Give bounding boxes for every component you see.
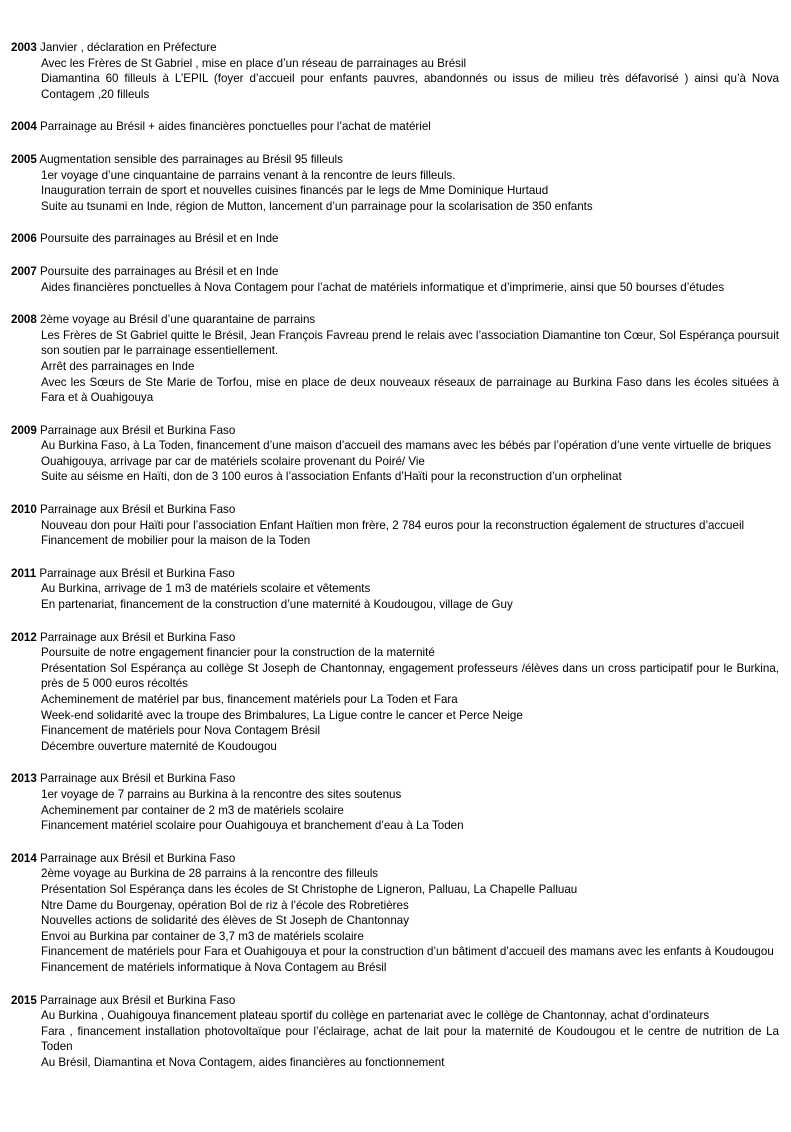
detail-line: Présentation Sol Espérança au collège St Joseph de Chantonnay, engagement professeurs /élèves dans un cross participatif pour le Burkina, près de 5 000 euros récoltés (41, 661, 779, 691)
entry-heading (11, 231, 779, 247)
detail-line: En partenariat, financement de la construction d’une maternité à Koudougou, village de Guy (41, 598, 513, 612)
entry-heading (11, 851, 779, 867)
entry-details (11, 56, 779, 103)
detail-line: Nouvelles actions de solidarité des élèves de St Joseph de Chantonnay (41, 914, 410, 928)
entry-summary: Parrainage aux Brésil et Burkina Faso (36, 630, 236, 644)
year-entry (11, 231, 779, 247)
entry-heading (11, 423, 779, 439)
detail-line: Au Brésil, Diamantina et Nova Contagem, aides financières au fonctionnement (41, 1055, 445, 1069)
detail-line: Financement de mobilier pour la maison de la Toden (41, 534, 311, 548)
entry-year: 2004 (11, 120, 37, 134)
detail-line: Fara , financement installation photovoltaïque pour l’éclairage, achat de lait pour la maternité de Koudougou et le centre de nutrition de La Toden (41, 1024, 779, 1054)
entry-details (11, 1008, 779, 1070)
entry-heading (11, 152, 779, 168)
detail-line: Avec les Frères de St Gabriel , mise en place d’un réseau de parrainages au Brésil (41, 56, 467, 70)
detail-line: 2ème voyage au Burkina de 28 parrains à la rencontre des filleuls (41, 867, 379, 881)
year-entry (11, 851, 779, 976)
entry-heading (11, 771, 779, 787)
detail-line: Suite au tsunami en Inde, région de Mutton, lancement d’un parrainage pour la scolarisation de 350 enfants (41, 199, 593, 213)
detail-line: Suite au séisme en Haïti, don de 3 100 euros à l’association Enfants d’Haïti pour la reconstruction d’un orphelinat (41, 470, 622, 484)
entry-year: 2009 (11, 423, 37, 437)
year-entry (11, 423, 779, 485)
entry-summary: Parrainage aux Brésil et Burkina Faso (36, 503, 236, 517)
entry-summary: Augmentation sensible des parrainages au Brésil 95 filleuls (36, 152, 343, 166)
entry-summary: Parrainage aux Brésil et Burkina Faso (36, 993, 236, 1007)
detail-line: Présentation Sol Espérança dans les écoles de St Christophe de Ligneron, Palluau, La Chapelle Palluau (41, 882, 578, 896)
year-entry (11, 566, 779, 613)
detail-line: Avec les Sœurs de Ste Marie de Torfou, mise en place de deux nouveaux réseaux de parrainage au Burkina Faso dans les écoles situées à Fara et à Ouahigouya (41, 375, 779, 405)
detail-line: Acheminement de matériel par bus, financement matériels pour La Toden et Fara (41, 693, 458, 706)
detail-line: Acheminement par container de 2 m3 de matériels scolaire (41, 803, 344, 817)
entry-details (11, 328, 779, 406)
detail-line: Au Burkina Faso, à La Toden, financement d’une maison d’accueil des mamans avec les bébés par l’opération d’une vente virtuelle de briques (41, 439, 771, 453)
entry-year: 2005 (11, 152, 37, 166)
entry-details (11, 866, 779, 975)
detail-line: Diamantina 60 filleuls à L’EPIL (foyer d’accueil pour enfants pauvres, abandonnés ou issus de milieu très défavorisé ) ainsi qu’à Nova Contagem ,20 filleuls (41, 72, 779, 101)
detail-line: 1er voyage de 7 parrains au Burkina à la rencontre des sites soutenus (41, 787, 402, 801)
entry-heading (11, 502, 779, 518)
entry-heading (11, 264, 779, 280)
year-entry (11, 40, 779, 102)
year-entry (11, 312, 779, 406)
detail-line: Au Burkina, arrivage de 1 m3 de matériels scolaire et vêtements (41, 582, 371, 596)
entry-year: 2014 (11, 851, 37, 865)
detail-line: Poursuite de notre engagement financier pour la construction de la maternité (41, 646, 435, 660)
detail-line: Les Frères de St Gabriel quitte le Brésil, Jean François Favreau prend le relais avec l’association Diamantine ton Cœur, Sol Espérança poursuit son soutien par le parrainage essentiellement. (41, 328, 779, 358)
detail-line: Ntre Dame du Bourgenay, opération Bol de riz à l’école des Robretières (41, 898, 409, 912)
detail-line: Ouahigouya, arrivage par car de matériels scolaire provenant du Poiré/ Vie (41, 454, 425, 468)
entry-details (11, 518, 779, 549)
document-body (11, 40, 779, 1087)
year-entry (11, 993, 779, 1071)
entry-details (11, 645, 779, 754)
entry-summary: Janvier , déclaration en Préfecture (36, 41, 217, 54)
detail-line: Financement matériel scolaire pour Ouahigouya et branchement d’eau à La Toden (41, 819, 464, 833)
entry-summary: Parrainage aux Brésil et Burkina Faso (36, 772, 236, 786)
entry-year: 2008 (11, 313, 37, 327)
entry-details (11, 438, 779, 485)
entry-heading (11, 119, 779, 135)
entry-heading (11, 40, 779, 56)
detail-line: Décembre ouverture maternité de Koudougou (41, 739, 277, 753)
entry-year: 2003 (11, 41, 37, 54)
entry-heading (11, 312, 779, 328)
entry-summary: Parrainage aux Brésil et Burkina Faso (36, 423, 236, 437)
entry-summary: Parrainage aux Brésil et Burkina Faso (36, 851, 236, 865)
detail-line: Au Burkina , Ouahigouya financement plateau sportif du collège en partenariat avec le collège de Chantonnay, achat d’ordinateurs (41, 1009, 710, 1023)
entry-details (11, 280, 779, 296)
entry-heading (11, 993, 779, 1009)
year-entry (11, 152, 779, 214)
entry-year: 2010 (11, 503, 37, 517)
entry-year: 2012 (11, 630, 37, 644)
detail-line: Financement de matériels pour Fara et Ouahigouya et pour la construction d’un bâtiment d’accueil des mamans avec les enfants à Koudougou (41, 945, 774, 959)
detail-line: Financement de matériels pour Nova Contagem Brésil (41, 724, 321, 738)
year-entry (11, 630, 779, 755)
entry-heading (11, 566, 779, 582)
year-entry (11, 502, 779, 549)
detail-line: Inauguration terrain de sport et nouvelles cuisines financés par le legs de Mme Dominique Hurtaud (41, 184, 549, 198)
entry-details (11, 581, 779, 612)
entry-summary: Parrainage aux Brésil et Burkina Faso (36, 566, 235, 580)
entry-summary: Poursuite des parrainages au Brésil et en Inde (36, 264, 279, 278)
detail-line: Nouveau don pour Haïti pour l’association Enfant Haïtien mon frère, 2 784 euros pour la reconstruction également de structures d’accueil (41, 518, 745, 532)
entry-details (11, 787, 779, 834)
year-entry (11, 771, 779, 833)
entry-heading (11, 630, 779, 646)
entry-summary: Poursuite des parrainages au Brésil et en Inde (36, 232, 279, 246)
entry-summary: 2ème voyage au Brésil d’une quarantaine de parrains (36, 313, 316, 327)
detail-line: Aides financières ponctuelles à Nova Contagem pour l’achat de matériels informatique et d’imprimerie, ainsi que 50 bourses d’études (41, 280, 725, 294)
entry-year: 2007 (11, 264, 37, 278)
detail-line: Financement de matériels informatique à Nova Contagem au Brésil (41, 960, 387, 974)
year-entry (11, 264, 779, 295)
entry-year: 2006 (11, 232, 37, 246)
entry-summary: Parrainage au Brésil + aides financières ponctuelles pour l’achat de matériel (36, 120, 431, 134)
detail-line: 1er voyage d’une cinquantaine de parrains venant à la rencontre de leurs filleuls. (41, 168, 456, 182)
detail-line: Week-end solidarité avec la troupe des Brimbalures, La Ligue contre le cancer et Perce Neige (41, 708, 523, 722)
entry-year: 2015 (11, 993, 37, 1007)
entry-year: 2013 (11, 772, 37, 786)
entry-year: 2011 (11, 566, 37, 580)
detail-line: Envoi au Burkina par container de 3,7 m3 de matériels scolaire (41, 929, 364, 943)
year-entry (11, 119, 779, 135)
entry-details (11, 168, 779, 215)
detail-line: Arrêt des parrainages en Inde (41, 359, 195, 373)
